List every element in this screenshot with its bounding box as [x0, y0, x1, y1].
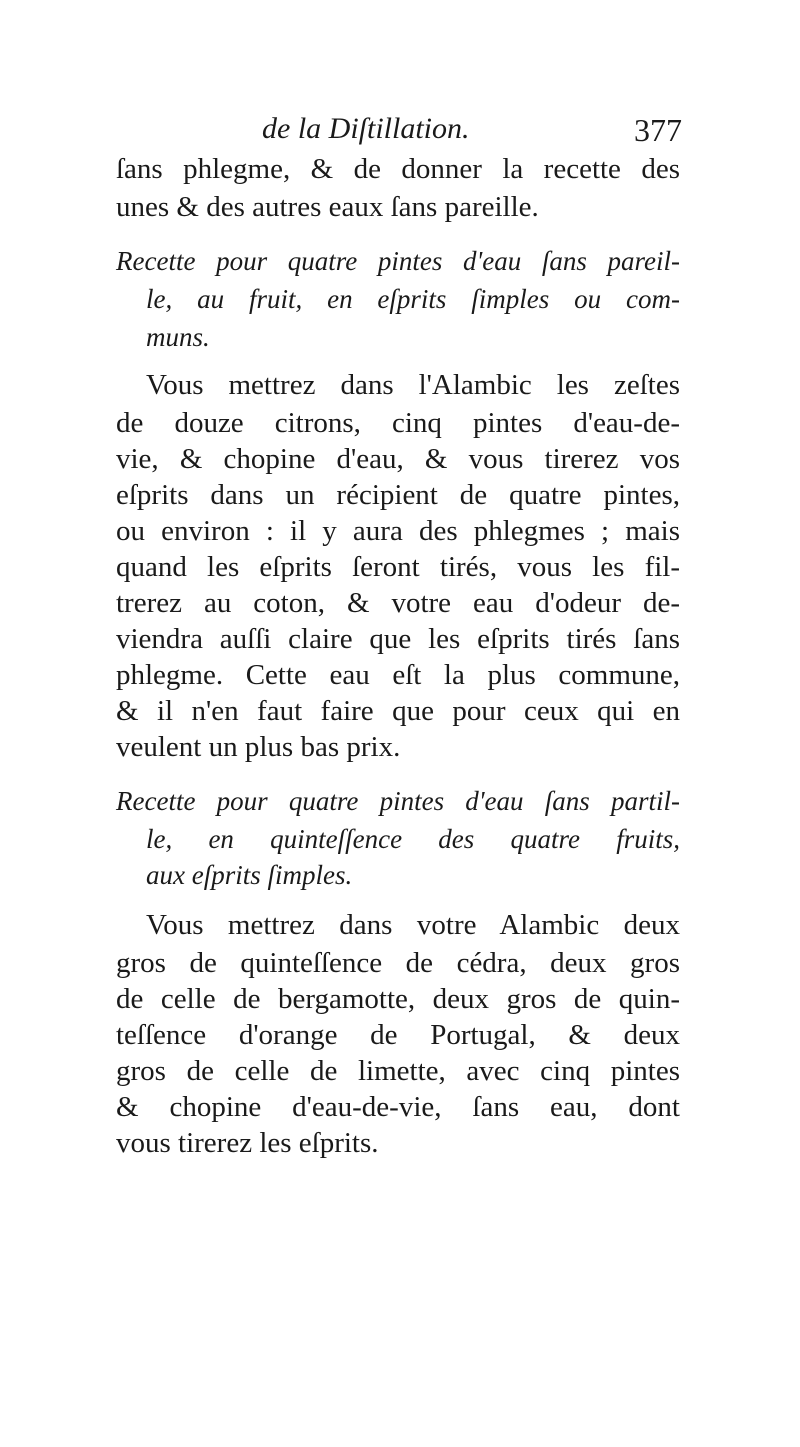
- running-title: de la Diſtillation.: [262, 112, 470, 145]
- text-line: trerez au coton, & votre eau d'odeur de-: [116, 587, 680, 619]
- recipe-heading-line: aux eſprits ſimples.: [146, 860, 353, 890]
- recipe-heading-line: le, au fruit, en eſprits ſimples ou com-: [146, 284, 680, 314]
- text-line: vous tirerez les eſprits.: [116, 1127, 379, 1159]
- text-line: de douze citrons, cinq pintes d'eau-de-: [116, 407, 680, 439]
- text-line: vie, & chopine d'eau, & vous tirerez vos: [116, 443, 680, 475]
- text-line: unes & des autres eaux ſans pareille.: [116, 191, 539, 223]
- text-line: ou environ : il y aura des phlegmes ; mais: [116, 515, 680, 547]
- text-line: ſans phlegme, & de donner la recette des: [116, 153, 680, 185]
- text-line: phlegme. Cette eau eſt la plus commune,: [116, 659, 680, 691]
- page-number: 377: [634, 112, 682, 148]
- text-line: & il n'en faut faire que pour ceux qui en: [116, 695, 680, 727]
- text-line: viendra auſſi claire que les eſprits tirés ſans: [116, 623, 680, 655]
- text-line: Vous mettrez dans votre Alambic deux: [146, 909, 680, 941]
- recipe-heading-line: Recette pour quatre pintes d'eau ſans pareil-: [116, 246, 680, 276]
- text-line: veulent un plus bas prix.: [116, 731, 401, 763]
- text-line: teſſence d'orange de Portugal, & deux: [116, 1019, 680, 1051]
- text-line: eſprits dans un récipient de quatre pintes,: [116, 479, 680, 511]
- text-line: gros de quinteſſence de cédra, deux gros: [116, 947, 680, 979]
- text-line: & chopine d'eau-de-vie, ſans eau, dont: [116, 1091, 680, 1123]
- text-line: quand les eſprits ſeront tirés, vous les fil-: [116, 551, 680, 583]
- text-line: gros de celle de limette, avec cinq pintes: [116, 1055, 680, 1087]
- recipe-heading-line: le, en quinteſſence des quatre fruits,: [146, 824, 680, 854]
- recipe-heading-line: muns.: [146, 322, 210, 352]
- recipe-heading-line: Recette pour quatre pintes d'eau ſans partil-: [116, 786, 680, 816]
- text-line: de celle de bergamotte, deux gros de quin-: [116, 983, 680, 1015]
- text-line: Vous mettrez dans l'Alambic les zeſtes: [146, 369, 680, 401]
